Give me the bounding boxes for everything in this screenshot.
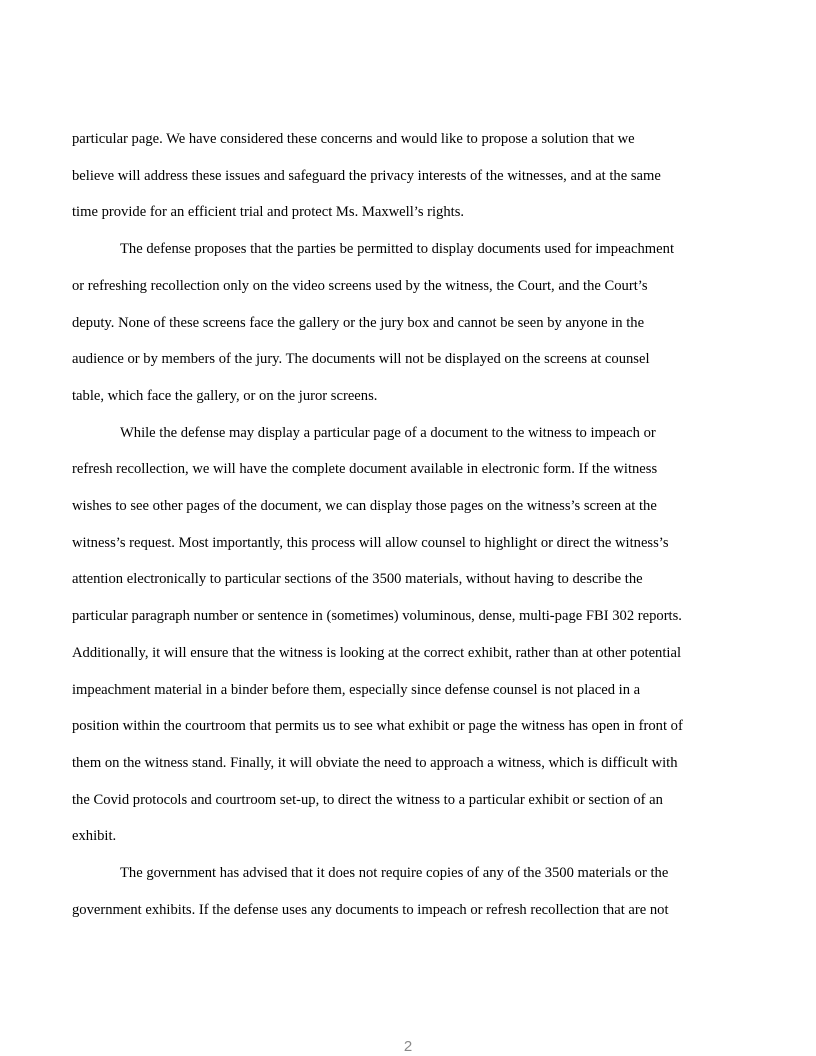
- paragraph-1: [72, 121, 744, 231]
- paragraph-3: [72, 415, 744, 855]
- text-line: refresh recollection, we will have the complete document available in electronic form. If the witness: [72, 461, 658, 478]
- text-line: particular paragraph number or sentence in (sometimes) voluminous, dense, multi-page FBI 302 reports.: [72, 608, 682, 625]
- text-line: position within the courtroom that permits us to see what exhibit or page the witness has open in front of: [72, 718, 683, 735]
- text-line: or refreshing recollection only on the video screens used by the witness, the Court, and the Court’s: [72, 277, 648, 294]
- text-line: government exhibits. If the defense uses any documents to impeach or refresh recollection that are not: [72, 901, 669, 918]
- text-line: wishes to see other pages of the document, we can display those pages on the witness’s screen at the: [72, 498, 657, 515]
- paragraph-2: [72, 231, 744, 415]
- text-line: believe will address these issues and safeguard the privacy interests of the witnesses, and at the same: [72, 167, 661, 184]
- text-line: While the defense may display a particular page of a document to the witness to impeach or: [120, 424, 656, 441]
- text-line: Additionally, it will ensure that the witness is looking at the correct exhibit, rather than at other potential: [72, 644, 681, 661]
- text-line: the Covid protocols and courtroom set-up, to direct the witness to a particular exhibit or section of an: [72, 791, 663, 808]
- text-line: The government has advised that it does not require copies of any of the 3500 materials or the: [120, 865, 669, 882]
- text-line: time provide for an efficient trial and protect Ms. Maxwell’s rights.: [72, 204, 465, 221]
- text-line: particular page. We have considered these concerns and would like to propose a solution that we: [72, 131, 635, 147]
- text-line: witness’s request. Most importantly, this process will allow counsel to highlight or direct the witness’s: [72, 534, 669, 551]
- text-line: The defense proposes that the parties be permitted to display documents used for impeachment: [120, 241, 674, 258]
- paragraph-4: [72, 855, 744, 928]
- text-line: them on the witness stand. Finally, it will obviate the need to approach a witness, which is difficult with: [72, 754, 678, 771]
- text-line: table, which face the gallery, or on the juror screens.: [72, 387, 378, 404]
- text-line: audience or by members of the jury. The documents will not be displayed on the screens at counsel: [72, 351, 650, 368]
- text-line: impeachment material in a binder before them, especially since defense counsel is not placed in a: [72, 681, 641, 698]
- text-line: exhibit.: [72, 828, 117, 845]
- text-line: attention electronically to particular sections of the 3500 materials, without having to describe the: [72, 571, 643, 588]
- document-body: [72, 121, 744, 928]
- text-line: deputy. None of these screens face the gallery or the jury box and cannot be seen by anyone in the: [72, 314, 645, 331]
- page-number: 2: [403, 1038, 413, 1055]
